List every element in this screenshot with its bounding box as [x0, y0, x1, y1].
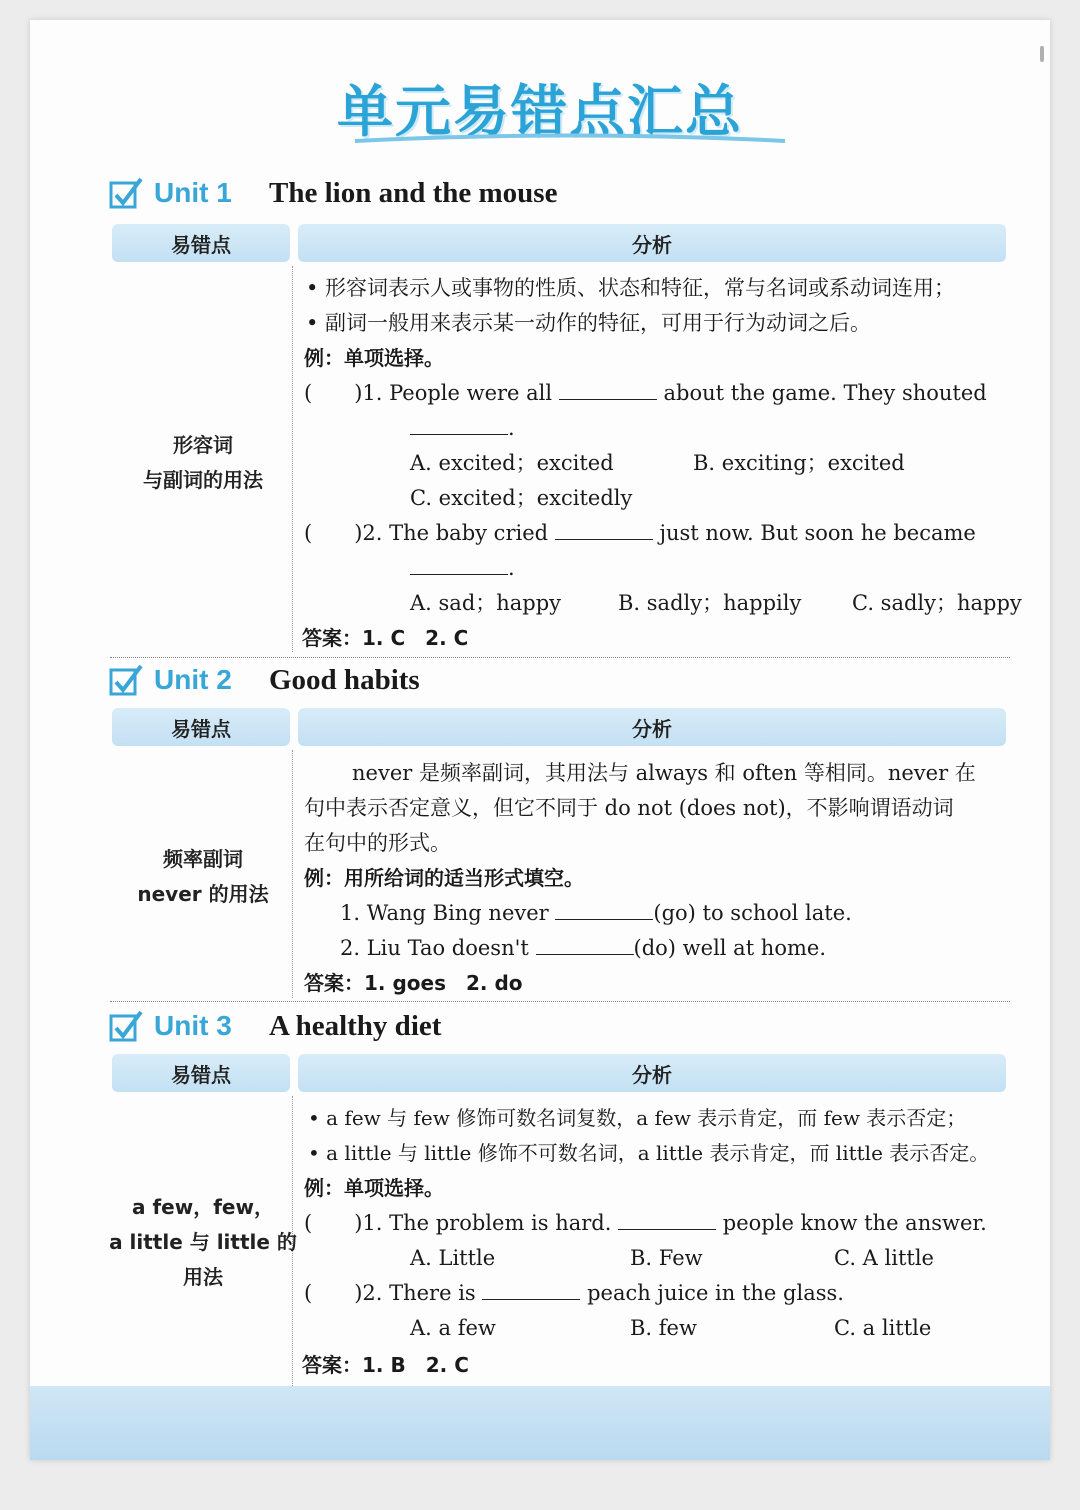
analysis-line: 在句中的形式。	[304, 831, 451, 855]
question-line	[340, 896, 852, 931]
option-c: C. A little	[834, 1246, 934, 1270]
option-a: A. Little	[410, 1246, 496, 1270]
column-header-error-point: 易错点	[112, 224, 290, 262]
section-divider	[110, 1001, 1010, 1002]
answer-blank[interactable]	[536, 932, 634, 955]
analysis-line: 句中表示否定意义，但它不同于 do not (does not)，不影响谓语动词	[304, 796, 954, 820]
error-point-label	[108, 1190, 298, 1295]
answer-blank[interactable]	[618, 1207, 716, 1230]
label-line: a little 与 little 的	[109, 1230, 297, 1254]
question-text: (do) well at home.	[633, 936, 826, 960]
analysis-line: • a few 与 few 修饰可数名词复数，a few 表示肯定，而 few 表示否定；	[308, 1106, 967, 1130]
label-line: 用法	[183, 1265, 223, 1289]
error-point-label	[108, 428, 298, 498]
option-c: C. excited；excitedly	[410, 486, 633, 510]
option-b: B. Few	[630, 1246, 703, 1270]
question-line	[304, 1206, 987, 1241]
question-line	[304, 376, 987, 411]
label-line: a few，few，	[132, 1195, 274, 1219]
question-line	[410, 551, 515, 586]
question-text: ( )1. The problem is hard.	[304, 1211, 612, 1235]
column-header-error-point: 易错点	[112, 708, 290, 746]
checkbox-icon	[108, 662, 144, 698]
analysis-line: • a little 与 little 修饰不可数名词，a little 表示肯定，而 little 表示否定。	[308, 1141, 990, 1165]
answer-line: 答案：1. C 2. C	[302, 626, 469, 650]
question-line	[340, 931, 826, 966]
scrollbar[interactable]	[1040, 46, 1044, 62]
label-line: 频率副词	[163, 847, 243, 871]
answer-blank[interactable]	[482, 1277, 580, 1300]
question-text: peach juice in the glass.	[587, 1281, 844, 1305]
unit-2-heading	[108, 660, 420, 700]
question-text: 2. Liu Tao doesn't	[340, 936, 529, 960]
question-text: about the game. They shouted	[663, 381, 987, 405]
option-b: B. sadly；happily	[618, 591, 802, 615]
question-line	[410, 411, 515, 446]
label-line: 与副词的用法	[143, 468, 263, 492]
error-point-label	[108, 842, 298, 912]
answer-blank[interactable]	[410, 552, 508, 575]
section-divider	[110, 657, 1010, 658]
analysis-line: • 副词一般用来表示某一动作的特征，可用于行为动词之后。	[306, 311, 872, 335]
question-text: (go) to school late.	[653, 901, 852, 925]
analysis-line: never 是频率副词，其用法与 always 和 often 等相同。never 在	[352, 761, 976, 785]
page-title: 单元易错点汇总	[337, 80, 743, 145]
question-text: people know the answer.	[722, 1211, 987, 1235]
answer-line: 答案：1. goes 2. do	[304, 971, 523, 995]
answer-blank[interactable]	[559, 377, 657, 400]
unit-number: Unit 2	[154, 664, 232, 695]
question-text: 1. Wang Bing never	[340, 901, 549, 925]
option-b: B. few	[630, 1316, 697, 1340]
column-header-error-point: 易错点	[112, 1054, 290, 1092]
option-c: C. sadly；happy	[852, 591, 1022, 615]
unit-3-heading	[108, 1006, 441, 1046]
label-line: 形容词	[173, 433, 233, 457]
option-b: B. exciting；excited	[693, 451, 905, 475]
question-text: .	[508, 416, 515, 440]
column-header-analysis: 分析	[298, 1054, 1006, 1092]
title-underline-decoration	[350, 132, 790, 146]
question-line	[304, 516, 976, 551]
checkbox-icon	[108, 175, 144, 211]
unit-title: The lion and the mouse	[269, 176, 558, 209]
unit-title: A healthy diet	[269, 1009, 442, 1042]
unit-1-heading	[108, 173, 557, 213]
answer-blank[interactable]	[555, 517, 653, 540]
column-header-analysis: 分析	[298, 224, 1006, 262]
unit-number: Unit 3	[154, 1010, 232, 1041]
option-a: A. a few	[410, 1316, 496, 1340]
unit-number: Unit 1	[154, 177, 232, 208]
example-heading: 例：用所给词的适当形式填空。	[304, 866, 584, 890]
example-heading: 例：单项选择。	[304, 346, 444, 370]
question-text: just now. But soon he became	[659, 521, 976, 545]
answer-blank[interactable]	[555, 897, 653, 920]
question-text: ( )1. People were all	[304, 381, 553, 405]
option-a: A. excited；excited	[410, 451, 614, 475]
answer-line: 答案：1. B 2. C	[302, 1353, 469, 1377]
example-heading: 例：单项选择。	[304, 1176, 444, 1200]
answer-blank[interactable]	[410, 412, 508, 435]
question-text: .	[508, 556, 515, 580]
checkbox-icon	[108, 1008, 144, 1044]
page-footer-band	[30, 1386, 1050, 1460]
analysis-line: • 形容词表示人或事物的性质、状态和特征，常与名词或系动词连用；	[306, 276, 956, 300]
document-page	[30, 20, 1050, 1460]
label-line: never 的用法	[137, 882, 269, 906]
question-text: ( )2. There is	[304, 1281, 476, 1305]
question-text: ( )2. The baby cried	[304, 521, 549, 545]
option-a: A. sad；happy	[410, 591, 562, 615]
column-header-analysis: 分析	[298, 708, 1006, 746]
option-c: C. a little	[834, 1316, 932, 1340]
question-line	[304, 1276, 844, 1311]
unit-title: Good habits	[269, 663, 420, 696]
